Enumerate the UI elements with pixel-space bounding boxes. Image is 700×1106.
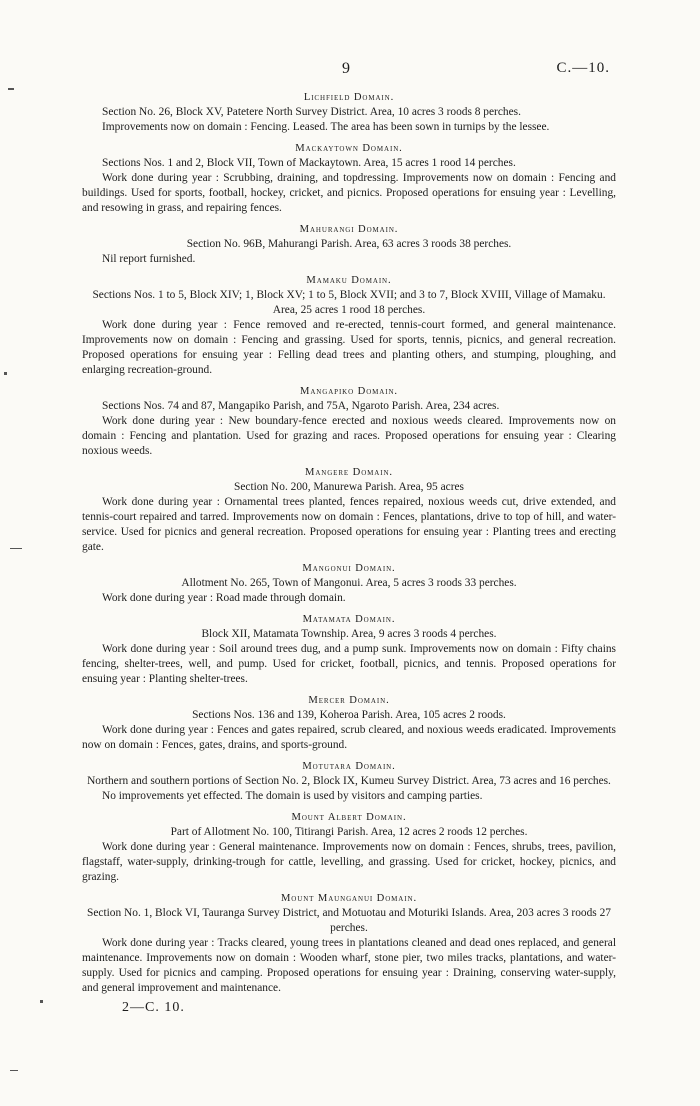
domain-entry — [82, 465, 616, 555]
domain-paragraph: Sections Nos. 1 and 2, Block VII, Town of Mackaytown. Area, 15 acres 1 rood 14 perches. — [102, 157, 516, 169]
domain-title: Mamaku Domain. — [306, 275, 392, 286]
domain-entry — [82, 222, 616, 267]
domain-paragraph: Part of Allotment No. 100, Titirangi Parish. Area, 12 acres 2 roods 12 perches. — [170, 826, 528, 838]
domain-entry — [82, 693, 616, 753]
domain-paragraph: Section No. 26, Block XV, Patetere North Survey District. Area, 10 acres 3 roods 8 perches. — [102, 106, 521, 118]
domain-paragraph: Section No. 96B, Mahurangi Parish. Area, 63 acres 3 roods 38 perches. — [186, 238, 512, 250]
domain-paragraph: Nil report furnished. — [102, 253, 196, 265]
domain-paragraph: Work done during year : Scrubbing, draining, and topdressing. Improvements now on domain : Fencing and buildings. Used for sports, football, hockey, cricket, and picnics. Proposed operations for ensuing year : Levelling, and resowing in grass, and repairing fences. — [82, 172, 616, 214]
domain-entry — [82, 759, 616, 804]
domain-title: Mackaytown Domain. — [295, 143, 403, 154]
document-reference: C.—10. — [556, 60, 610, 76]
domain-paragraph: Improvements now on domain : Fencing. Leased. The area has been sown in turnips by the lessee. — [102, 121, 550, 133]
domain-paragraph: Sections Nos. 74 and 87, Mangapiko Parish, and 75A, Ngaroto Parish. Area, 234 acres. — [102, 400, 500, 412]
domain-entry — [82, 384, 616, 459]
margin-mark — [10, 548, 22, 549]
domain-paragraph: Work done during year : Fence removed and re-erected, tennis-court formed, and general maintenance. Improvements now on domain : Fencing and grassing. Used for sports, tennis, picnics, and general recreation. Proposed operations for ensuing year : Felling dead trees and planting others, and stumping, ploughing, and enlarging recreation-ground. — [82, 319, 616, 376]
margin-mark — [8, 88, 14, 90]
domain-title: Mangonui Domain. — [302, 563, 396, 574]
page — [82, 56, 616, 1016]
domain-entry — [82, 810, 616, 885]
margin-mark — [4, 372, 7, 375]
footer-signature: 2—C. 10. — [122, 1000, 185, 1015]
domain-paragraph: Northern and southern portions of Section No. 2, Block IX, Kumeu Survey District. Area, 73 acres and 16 perches. — [87, 775, 611, 787]
domain-paragraph: Allotment No. 265, Town of Mangonui. Area, 5 acres 3 roods 33 perches. — [181, 577, 517, 589]
domain-entry — [82, 561, 616, 606]
domain-paragraph: Work done during year : Road made through domain. — [102, 592, 346, 604]
margin-mark — [40, 1000, 43, 1003]
domain-paragraph: Section No. 1, Block VI, Tauranga Survey District, and Motuotau and Moturiki Islands. Area, 203 acres 3 roods 27 perches. — [87, 907, 611, 934]
domain-paragraph: No improvements yet effected. The domain is used by visitors and camping parties. — [102, 790, 483, 802]
domain-title: Matamata Domain. — [302, 614, 396, 625]
domain-title: Mahurangi Domain. — [299, 224, 399, 235]
domain-title: Mount Albert Domain. — [291, 812, 407, 823]
domain-entry — [82, 90, 616, 135]
domain-paragraph: Work done during year : Soil around trees dug, and a pump sunk. Improvements now on domain : Fifty chains fencing, shelter-trees, well, and pump. Used for cricket, football, picnics, and tennis. Proposed operations for ensuing year : Planting shelter-trees. — [82, 643, 616, 685]
domain-paragraph: Work done during year : Fences and gates repaired, scrub cleared, and noxious weeds eradicated. Improvements now on domain : Fences, gates, drains, and sports-ground. — [82, 724, 616, 751]
domain-paragraph: Sections Nos. 1 to 5, Block XIV; 1, Block XV; 1 to 5, Block XVII; and 3 to 7, Block XVIII, Village of Mamaku. Area, 25 acres 1 rood 18 perches. — [92, 289, 606, 316]
domain-title: Mount Maunganui Domain. — [280, 893, 417, 904]
domain-title: Mangere Domain. — [305, 467, 393, 478]
page-number: 9 — [342, 60, 350, 77]
domain-title: Mercer Domain. — [308, 695, 390, 706]
domain-entry — [82, 891, 616, 996]
domain-entry — [82, 273, 616, 378]
domain-title: Mangapiko Domain. — [300, 386, 398, 397]
domain-paragraph: Work done during year : Ornamental trees planted, fences repaired, noxious weeds cut, drive extended, and tennis-court repaired and tarred. Improvements now on domain : Fences, plantations, drive to top of hill, and water-service. Used for picnics and general recreation. Proposed operations for ensuing year : Planting trees and erecting gate. — [82, 496, 616, 553]
domain-paragraph: Section No. 200, Manurewa Parish. Area, 95 acres — [234, 481, 464, 493]
domain-title: Motutara Domain. — [302, 761, 396, 772]
domain-paragraph: Work done during year : Tracks cleared, young trees in plantations cleaned and dead ones replaced, and general maintenance. Improvements now on domain : Wooden wharf, stone pier, two miles tracks, plantations, and water-supply. Used for picnics and camping. Proposed operations for ensuing year : Draining, conserving water-supply, and general improvement and maintenance. — [82, 937, 616, 994]
domain-paragraph: Work done during year : General maintenance. Improvements now on domain : Fences, shrubs, trees, pavilion, flagstaff, water-supply, drinking-trough for cattle, levelling, and grassing. Used for cricket, hockey, picnics, and grazing. — [82, 841, 616, 883]
domain-paragraph: Sections Nos. 136 and 139, Koheroa Parish. Area, 105 acres 2 roods. — [192, 709, 506, 721]
domain-entry — [82, 612, 616, 687]
domain-paragraph: Block XII, Matamata Township. Area, 9 acres 3 roods 4 perches. — [201, 628, 497, 640]
domain-list — [82, 90, 616, 996]
domain-title: Lichfield Domain. — [303, 92, 395, 103]
domain-paragraph: Work done during year : New boundary-fence erected and noxious weeds cleared. Improvements now on domain : Fencing and plantation. Used for grazing and races. Proposed operations for ensuing year : Clearing noxious weeds. — [82, 415, 616, 457]
margin-mark — [10, 1070, 18, 1071]
page-header — [82, 56, 616, 84]
domain-entry — [82, 141, 616, 216]
